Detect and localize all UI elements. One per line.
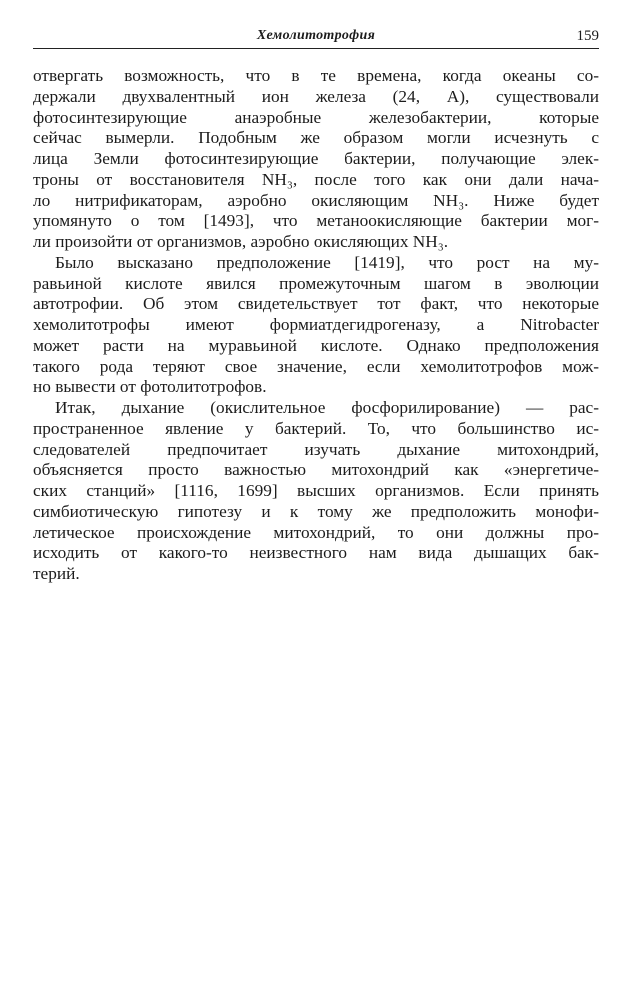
text-line: Было высказано предположение [1419], что рост на му- (55, 252, 599, 272)
text-line: пространенное явление у бактерий. То, что большинство ис- (33, 418, 599, 438)
page-header (33, 28, 599, 48)
text-line: ли произойти от организмов, аэробно окисляющих NH₃. (33, 232, 449, 251)
text-line: хемолитотрофы имеют формиатдегидрогеназу, а Nitrobacter (33, 315, 599, 334)
running-title: Хемолитотрофия (256, 28, 376, 43)
paragraph-2 (33, 253, 599, 398)
text-line: терий. (33, 564, 80, 583)
header-rule (33, 48, 599, 49)
text-line: Итак, дыхание (окислительное фосфорилирование) — рас- (55, 398, 599, 417)
text-line: фотосинтезирующие анаэробные железобактерии, которые (33, 107, 599, 127)
body-text (33, 66, 599, 585)
text-line: ских станций» [1116, 1699] высших организмов. Если принять (33, 481, 599, 500)
page-number: 159 (576, 28, 599, 44)
text-line: ло нитрификаторам, аэробно окисляющим NH₃. Ниже будет (33, 190, 599, 210)
text-line: летическое происхождение митохондрий, то они должны про- (33, 522, 599, 542)
text-line: сейчас вымерли. Подобным же образом могли исчезнуть с (33, 128, 599, 148)
paragraph-1 (33, 66, 599, 253)
text-line: но вывести от фотолитотрофов. (33, 377, 267, 397)
text-line: держали двухвалентный ион железа (24, A), существовали (33, 86, 599, 106)
text-line: может расти на муравьиной кислоте. Однако предположения (33, 335, 599, 355)
text-line: исходить от какого-то неизвестного нам вида дышащих бак- (33, 543, 599, 563)
paragraph-3 (33, 398, 599, 585)
text-line: троны от восстановителя NH₃, после того как они дали нача- (33, 169, 599, 189)
text-line: объясняется просто важностью митохондрий как «энергетиче- (33, 460, 599, 480)
text-line: упомянуто о том [1493], что метаноокисляющие бактерии мог- (33, 211, 599, 231)
text-line: автотрофии. Об этом свидетельствует тот факт, что некоторые (33, 294, 599, 314)
text-line: такого рода теряют свое значение, если хемолитотрофов мож- (33, 356, 599, 376)
text-line: следователей предпочитает изучать дыхание митохондрий, (33, 439, 599, 459)
text-line: равьиной кислоте явился промежуточным шагом в эволюции (33, 273, 599, 293)
text-line: лица Земли фотосинтезирующие бактерии, получающие элек- (33, 149, 599, 168)
text-line: отвергать возможность, что в те времена, когда океаны со- (33, 66, 599, 85)
text-line: симбиотическую гипотезу и к тому же предположить монофи- (33, 501, 599, 521)
